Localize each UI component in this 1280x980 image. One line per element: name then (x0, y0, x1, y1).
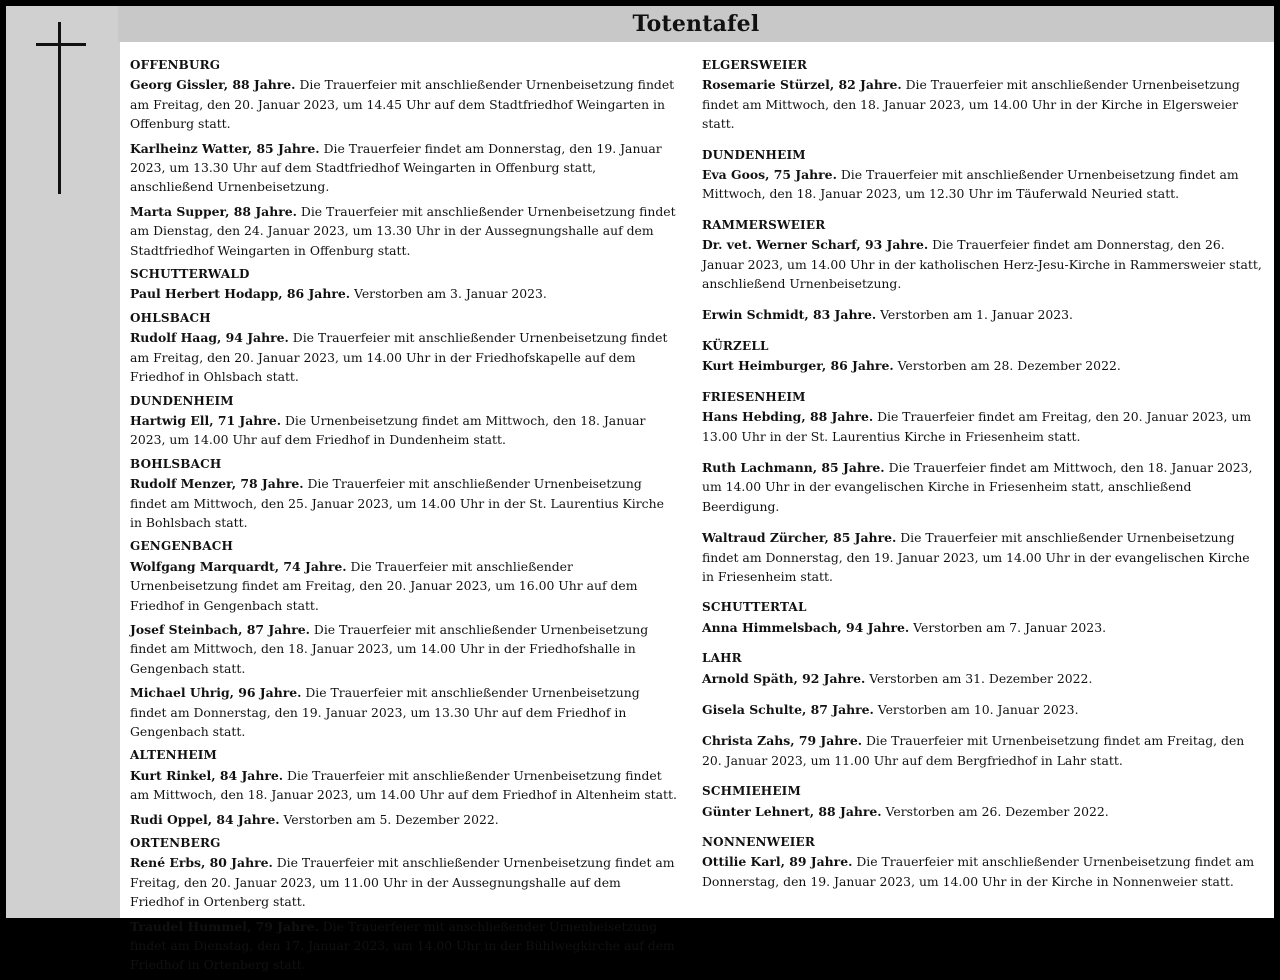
obituary-text: Die Trauerfeier mit anschließender Urnenbeisetzung findet am Donnerstag, den 19. Januar 2023, um 14.00 Uhr in der evangelischen Kirche in Friesenheim statt. (702, 530, 1250, 584)
obituary-entry (702, 356, 1262, 375)
obituary-text: Die Trauerfeier mit anschließender Urnenbeisetzung findet am Donnerstag, den 19. Januar 2023, um 14.00 Uhr in der Kirche in Nonnenweier statt. (702, 854, 1255, 889)
place-group (702, 782, 1262, 821)
obituary-text: Verstorben am 26. Dezember 2022. (881, 803, 1109, 819)
place-group (702, 337, 1262, 376)
obituary-text: Die Urnenbeisetzung findet am Mittwoch, den 18. Januar 2023, um 14.00 Uhr auf dem Friedhof in Dundenheim statt. (130, 412, 646, 448)
deceased-name: Paul Herbert Hodapp, 86 Jahre. (130, 286, 351, 302)
place-heading: DUNDENHEIM (130, 393, 234, 408)
deceased-name: Rudi Oppel, 84 Jahre. (130, 811, 280, 827)
deceased-name: Ottilie Karl, 89 Jahre. (702, 854, 853, 870)
place-group (702, 216, 1262, 325)
obituary-entry (130, 284, 678, 303)
obituary-entry (702, 75, 1262, 133)
deceased-name: Eva Goos, 75 Jahre. (702, 167, 837, 183)
obituary-entry (130, 683, 678, 741)
obituary-entry (130, 75, 678, 133)
deceased-name: Waltraud Zürcher, 85 Jahre. (702, 530, 897, 546)
place-group (130, 834, 678, 975)
deceased-name: Anna Himmelsbach, 94 Jahre. (702, 619, 910, 635)
place-group (702, 56, 1262, 134)
deceased-name: Hartwig Ell, 71 Jahre. (130, 412, 282, 428)
place-group (702, 146, 1262, 204)
deceased-name: Rudolf Haag, 94 Jahre. (130, 330, 289, 346)
place-group (702, 598, 1262, 637)
obituary-entry (702, 407, 1262, 446)
place-heading: ELGERSWEIER (702, 58, 808, 72)
place-heading: KÜRZELL (702, 338, 769, 353)
place-heading: SCHUTTERWALD (130, 267, 250, 282)
cross-icon-bar (36, 43, 86, 46)
obituary-text: Die Trauerfeier mit anschließender Urnenbeisetzung findet am Freitag, den 20. Januar 2023, um 16.00 Uhr auf dem Friedhof in Gengenbach statt. (130, 558, 638, 613)
place-group (702, 833, 1262, 891)
obituary-entry (130, 411, 678, 450)
obituary-entry (702, 802, 1262, 821)
obituary-text: Die Trauerfeier mit anschließender Urnenbeisetzung findet am Mittwoch, den 18. Januar 2023, um 14.00 Uhr in der Kirche in Elgersweier statt. (702, 77, 1240, 132)
deceased-name: Kurt Rinkel, 84 Jahre. (130, 767, 284, 783)
obituary-entry (702, 852, 1262, 891)
header (118, 6, 1274, 42)
obituary-entry (130, 810, 678, 829)
deceased-name: Rosemarie Stürzel, 82 Jahre. (702, 77, 902, 93)
obituary-text: Die Trauerfeier mit anschließender Urnenbeisetzung findet am Freitag, den 20. Januar 2023, um 11.00 Uhr in der Aussegnungshalle auf dem Friedhof in Ortenberg statt. (130, 855, 675, 910)
obituary-entry (702, 618, 1262, 637)
obituary-text: Die Trauerfeier mit anschließender Urnenbeisetzung findet am Mittwoch, den 25. Januar 2023, um 14.00 Uhr in der St. Laurentius Kirche in Bohlsbach statt. (130, 476, 664, 530)
deceased-name: Hans Hebding, 88 Jahre. (702, 409, 874, 425)
place-group (702, 388, 1262, 587)
obituary-text: Verstorben am 31. Dezember 2022. (865, 670, 1093, 686)
obituary-text: Verstorben am 7. Januar 2023. (909, 619, 1107, 635)
obituary-text: Die Trauerfeier findet am Donnerstag, den 26. Januar 2023, um 14.00 Uhr in der katholischen Herz-Jesu-Kirche in Rammersweier statt, anschließend Urnenbeisetzung. (702, 237, 1262, 292)
obituary-entry (130, 139, 678, 197)
deceased-name: Kurt Heimburger, 86 Jahre. (702, 358, 894, 374)
deceased-name: Erwin Schmidt, 83 Jahre. (702, 307, 877, 323)
obituary-entry (130, 620, 678, 678)
obituary-text: Die Trauerfeier mit anschließender Urnenbeisetzung findet am Mittwoch, den 18. Januar 2023, um 14.00 Uhr auf dem Friedhof in Altenheim statt. (130, 767, 677, 803)
obituary-text: Die Trauerfeier findet am Freitag, den 20. Januar 2023, um 13.00 Uhr in der St. Laurentius Kirche in Friesenheim statt. (702, 409, 1252, 444)
obituary-text: Verstorben am 5. Dezember 2022. (279, 811, 499, 827)
place-heading: ALTENHEIM (130, 748, 217, 763)
right-column (702, 56, 1262, 903)
obituary-entry (130, 557, 678, 615)
deceased-name: Marta Supper, 88 Jahre. (130, 203, 297, 219)
obituary-text: Die Trauerfeier mit Urnenbeisetzung findet am Freitag, den 20. Januar 2023, um 11.00 Uhr auf dem Bergfriedhof in Lahr statt. (702, 733, 1245, 768)
deceased-name: René Erbs, 80 Jahre. (130, 855, 273, 871)
obituary-entry (702, 165, 1262, 204)
deceased-name: Karlheinz Watter, 85 Jahre. (130, 140, 320, 156)
obituary-text: Verstorben am 10. Januar 2023. (873, 701, 1079, 717)
obituary-text: Die Trauerfeier findet am Donnerstag, den 19. Januar 2023, um 13.30 Uhr auf dem Stadtfriedhof Weingarten in Offenburg statt, anschließend Urnenbeisetzung. (130, 140, 662, 195)
obituary-panel (6, 6, 1274, 973)
obituary-text: Die Trauerfeier mit anschließender Urnenbeisetzung findet am Mittwoch, den 18. Januar 2023, um 12.30 Uhr im Täuferwald Neuried statt. (702, 167, 1239, 202)
obituary-text: Die Trauerfeier mit anschließender Urnenbeisetzung findet am Donnerstag, den 19. Januar 2023, um 13.30 Uhr auf dem Friedhof in Gengenbach statt. (130, 685, 640, 739)
deceased-name: Günter Lehnert, 88 Jahre. (702, 803, 882, 819)
obituary-text: Verstorben am 28. Dezember 2022. (893, 358, 1121, 374)
deceased-name: Josef Steinbach, 87 Jahre. (130, 621, 310, 637)
obituary-text: Verstorben am 3. Januar 2023. (350, 286, 547, 302)
place-heading: FRIESENHEIM (702, 389, 806, 404)
left-column (130, 56, 678, 980)
obituary-text: Die Trauerfeier findet am Mittwoch, den 18. Januar 2023, um 14.00 Uhr in der evangelischen Kirche in Friesenheim statt, anschließend Beerdigung. (702, 459, 1253, 514)
obituary-text: Die Trauerfeier mit anschließender Urnenbeisetzung findet am Freitag, den 20. Januar 2023, um 14.45 Uhr auf dem Stadtfriedhof Weingarten in Offenburg statt. (130, 77, 675, 132)
deceased-name: Traudel Hummel, 79 Jahre. (130, 918, 319, 934)
deceased-name: Gisela Schulte, 87 Jahre. (702, 701, 874, 717)
place-heading: NONNENWEIER (702, 835, 816, 849)
place-heading: SCHMIEHEIM (702, 784, 801, 799)
place-heading: OHLSBACH (130, 310, 211, 325)
place-heading: SCHUTTERTAL (702, 600, 807, 615)
obituary-entry (130, 328, 678, 386)
obituary-text: Die Trauerfeier mit anschließender Urnenbeisetzung findet am Dienstag, den 17. Januar 2023, um 14.00 Uhr in der Bühlwegkirche auf dem Friedhof in Ortenberg statt. (130, 918, 675, 973)
place-heading: DUNDENHEIM (702, 147, 806, 162)
deceased-name: Christa Zahs, 79 Jahre. (702, 733, 863, 749)
obituary-entry (130, 474, 678, 532)
place-heading: GENGENBACH (130, 539, 234, 554)
obituary-entry (702, 528, 1262, 586)
deceased-name: Dr. vet. Werner Scharf, 93 Jahre. (702, 237, 929, 253)
obituary-entry (130, 917, 678, 975)
obituary-entry (702, 700, 1262, 719)
place-heading: ORTENBERG (130, 836, 221, 851)
obituary-text: Die Trauerfeier mit anschließender Urnenbeisetzung findet am Freitag, den 20. Januar 2023, um 14.00 Uhr in der Friedhofskapelle auf dem Friedhof in Ohlsbach statt. (130, 330, 668, 385)
obituary-text: Verstorben am 1. Januar 2023. (876, 307, 1073, 323)
place-group (130, 746, 678, 829)
place-group (130, 265, 678, 304)
obituary-entry (702, 669, 1262, 688)
obituary-text: Die Trauerfeier mit anschließender Urnenbeisetzung findet am Dienstag, den 24. Januar 2023, um 13.30 Uhr in der Aussegnungshalle auf dem Stadtfriedhof Weingarten in Offenburg statt. (130, 203, 676, 258)
place-group (130, 392, 678, 450)
deceased-name: Rudolf Menzer, 78 Jahre. (130, 476, 304, 492)
obituary-entry (702, 458, 1262, 516)
place-group (130, 56, 678, 260)
place-group (702, 649, 1262, 770)
obituary-text: Die Trauerfeier mit anschließender Urnenbeisetzung findet am Mittwoch, den 18. Januar 2023, um 14.00 Uhr in der Friedhofshalle in Gengenbach statt. (130, 621, 649, 676)
place-heading: BOHLSBACH (130, 456, 222, 471)
place-heading: LAHR (702, 651, 742, 666)
page-title: Totentafel (632, 11, 760, 37)
place-group (130, 537, 678, 741)
obituary-page (120, 42, 1274, 973)
obituary-entry (130, 853, 678, 911)
deceased-name: Ruth Lachmann, 85 Jahre. (702, 459, 885, 475)
obituary-entry (130, 766, 678, 805)
obituary-entry (702, 731, 1262, 770)
obituary-entry (702, 305, 1262, 324)
deceased-name: Michael Uhrig, 96 Jahre. (130, 685, 302, 701)
deceased-name: Wolfgang Marquardt, 74 Jahre. (130, 558, 347, 574)
deceased-name: Arnold Späth, 92 Jahre. (702, 670, 866, 686)
deceased-name: Georg Gissler, 88 Jahre. (130, 77, 296, 93)
place-group (130, 455, 678, 533)
place-group (130, 309, 678, 387)
obituary-entry (130, 202, 678, 260)
cross-icon (58, 22, 61, 194)
place-heading: OFFENBURG (130, 58, 221, 72)
obituary-entry (702, 235, 1262, 293)
place-heading: RAMMERSWEIER (702, 217, 826, 232)
